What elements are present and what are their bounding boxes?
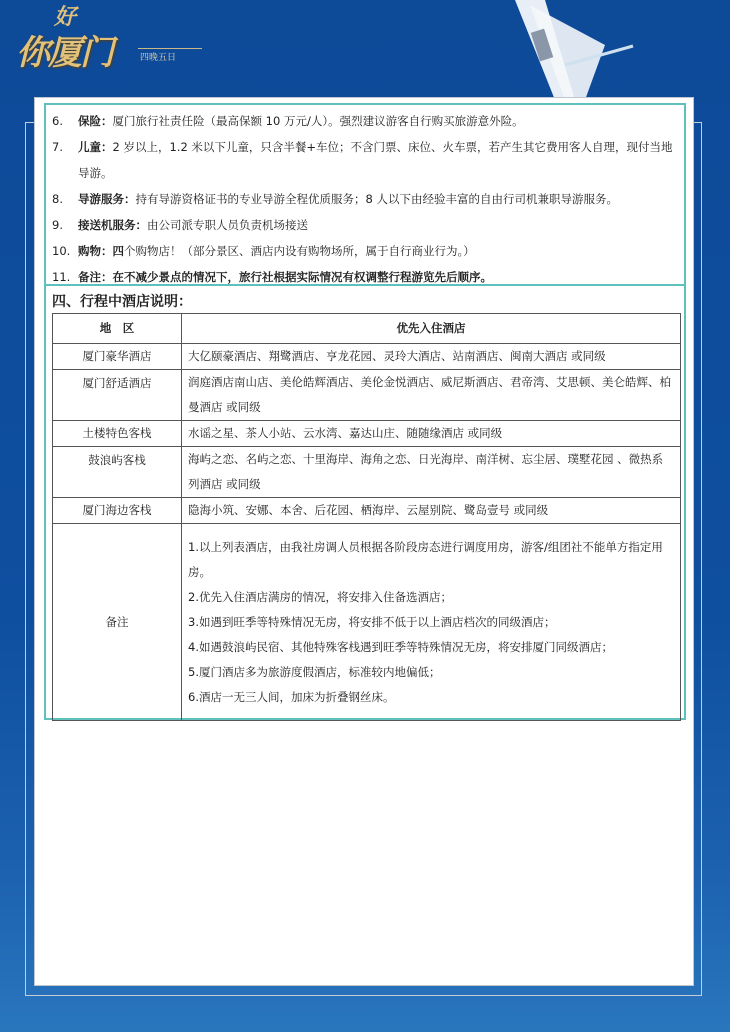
remark-item: 2.优先入住酒店满房的情况，将安排入住备选酒店； bbox=[188, 589, 452, 604]
sailboat-image bbox=[505, 0, 645, 100]
table-row bbox=[53, 421, 681, 447]
note-label: 购物： bbox=[78, 244, 113, 258]
header-area: 地 区 bbox=[53, 314, 182, 344]
hotel-table bbox=[52, 313, 681, 721]
note-text: 由公司派专职人员负责机场接送 bbox=[147, 218, 308, 232]
area-cell: 厦门舒适酒店 bbox=[53, 370, 182, 421]
note-item bbox=[52, 264, 682, 290]
note-item bbox=[52, 134, 682, 186]
remark-item: 6.酒店一无三人间，加床为折叠钢丝床。 bbox=[188, 689, 395, 704]
remark-cell bbox=[182, 524, 681, 721]
hotels-cell: 海屿之恋、名屿之恋、十里海岸、海角之恋、日光海岸、南洋树、忘尘居、璞墅花园 、微热系列酒店 或同级 bbox=[182, 447, 681, 498]
table-row bbox=[53, 344, 681, 370]
note-number: 7. bbox=[52, 140, 63, 154]
logo-title: 你厦门 bbox=[16, 33, 112, 73]
logo-divider bbox=[138, 48, 202, 49]
note-number: 8. bbox=[52, 192, 63, 206]
note-label: 保险： bbox=[78, 114, 113, 128]
remark-item: 4.如遇鼓浪屿民宿、其他特殊客栈遇到旺季等特殊情况无房，将安排厦门同级酒店； bbox=[188, 639, 613, 654]
note-label: 导游服务： bbox=[78, 192, 136, 206]
remark-item: 5.厦门酒店多为旅游度假酒店，标准较内地偏低； bbox=[188, 664, 441, 679]
table-row bbox=[53, 498, 681, 524]
header-hotels: 优先入住酒店 bbox=[182, 314, 681, 344]
logo bbox=[14, 4, 214, 78]
note-number: 11. bbox=[52, 270, 71, 284]
hotels-cell: 水谣之星、茶人小站、云水湾、嘉达山庄、随随缘酒店 或同级 bbox=[182, 421, 681, 447]
area-cell: 厦门豪华酒店 bbox=[53, 344, 182, 370]
note-text: 持有导游资格证书的专业导游全程优质服务；8 人以下由经验丰富的自由行司机兼职导游服务。 bbox=[135, 192, 618, 206]
area-cell: 鼓浪屿客栈 bbox=[53, 447, 182, 498]
remark-item: 1.以上列表酒店，由我社房调人员根据各阶段房态进行调度用房，游客/组团社不能单方指定用房。 bbox=[188, 539, 663, 579]
area-cell: 土楼特色客栈 bbox=[53, 421, 182, 447]
remark-row bbox=[53, 524, 681, 721]
note-item bbox=[52, 212, 682, 238]
note-number: 10. bbox=[52, 244, 71, 258]
note-label: 备注： bbox=[78, 270, 113, 284]
remark-item: 3.如遇到旺季等特殊情况无房，将安排不低于以上酒店档次的同级酒店； bbox=[188, 614, 556, 629]
table-header bbox=[53, 314, 681, 344]
notes-list bbox=[52, 108, 682, 290]
hotels-cell: 大亿颐豪酒店、翔鹭酒店、亨龙花园、灵玲大酒店、站南酒店、闽南大酒店 或同级 bbox=[182, 344, 681, 370]
note-label: 儿童： bbox=[78, 140, 113, 154]
note-text: 2 岁以上，1.2 米以下儿童，只含半餐+车位；不含门票、床位、火车票，若产生其它费用客人自理，现付当地导游。 bbox=[78, 140, 673, 180]
note-label: 接送机服务： bbox=[78, 218, 147, 232]
table-row bbox=[53, 447, 681, 498]
area-cell: 厦门海边客栈 bbox=[53, 498, 182, 524]
hotels-cell: 润庭酒店南山店、美伦皓辉酒店、美伦金悦酒店、威尼斯酒店、君帝湾、艾思顿、美仑皓辉、柏曼酒店 或同级 bbox=[182, 370, 681, 421]
remark-label: 备注 bbox=[53, 524, 182, 721]
note-item bbox=[52, 238, 682, 264]
note-item bbox=[52, 108, 682, 134]
note-item bbox=[52, 186, 682, 212]
note-number: 9. bbox=[52, 218, 63, 232]
logo-accent: 好 bbox=[54, 4, 77, 30]
note-emphasis: 四 bbox=[112, 244, 124, 258]
logo-subtitle: 四晚五日 bbox=[140, 53, 177, 63]
note-number: 6. bbox=[52, 114, 63, 128]
hotels-cell: 隐海小筑、安娜、本舍、后花园、栖海岸、云屋别院、鹭岛壹号 或同级 bbox=[182, 498, 681, 524]
section-title: 四、行程中酒店说明： bbox=[52, 294, 192, 310]
note-text: 在不减少景点的情况下，旅行社根据实际情况有权调整行程游览先后顺序。 bbox=[112, 270, 492, 284]
note-text: 个购物店！（部分景区、酒店内设有购物场所，属于自行商业行为。） bbox=[124, 244, 475, 258]
table-row bbox=[53, 370, 681, 421]
note-text: 厦门旅行社责任险（最高保额 10 万元/人）。强烈建议游客自行购买旅游意外险。 bbox=[112, 114, 524, 128]
